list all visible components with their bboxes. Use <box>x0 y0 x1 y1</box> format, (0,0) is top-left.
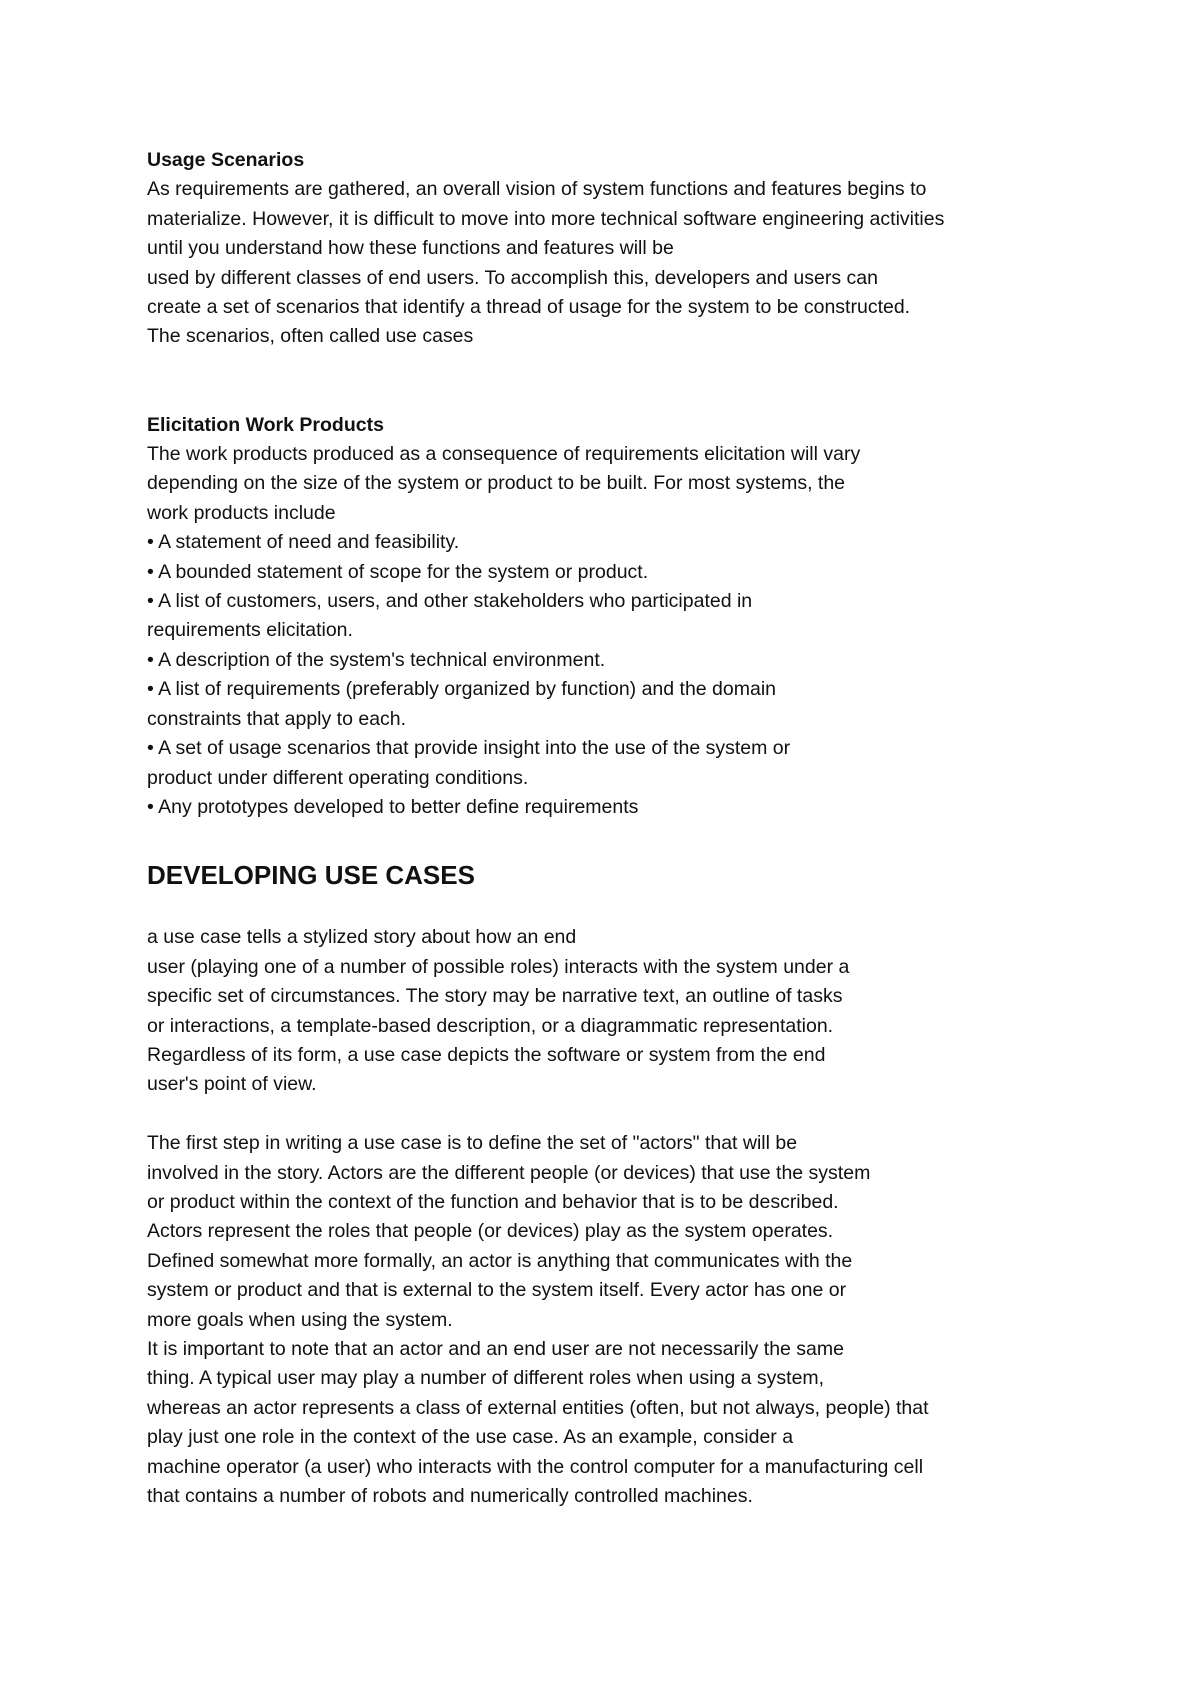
paragraph-line: Regardless of its form, a use case depicts the software or system from the end <box>147 1043 826 1066</box>
paragraph-line: user's point of view. <box>147 1073 317 1096</box>
paragraph-line: more goals when using the system. <box>147 1308 453 1331</box>
list-item-text: Any prototypes developed to better define requirements <box>158 795 639 818</box>
list-item <box>147 587 1097 646</box>
paragraph-line: As requirements are gathered, an overall vision of system functions and features begins to <box>147 178 927 201</box>
paragraph-line: materialize. However, it is difficult to move into more technical software engineering activities <box>147 207 945 230</box>
bullet-marker: • <box>147 531 154 554</box>
actors-paragraph <box>147 1129 1097 1511</box>
paragraph-line: The first step in writing a use case is to define the set of "actors" that will be <box>147 1132 798 1155</box>
list-item <box>147 646 1097 675</box>
bullet-marker: • <box>147 648 154 671</box>
bullet-marker: • <box>147 590 154 613</box>
list-item-continuation: constraints that apply to each. <box>147 707 407 730</box>
paragraph-line: work products include <box>147 501 336 524</box>
paragraph-line: It is important to note that an actor and an end user are not necessarily the same <box>147 1338 844 1360</box>
paragraph-line: Defined somewhat more formally, an actor is anything that communicates with the <box>147 1249 853 1272</box>
list-item-continuation: requirements elicitation. <box>147 619 353 642</box>
paragraph-line: user (playing one of a number of possible roles) interacts with the system under a <box>147 955 850 978</box>
list-item-text: A statement of need and feasibility. <box>158 531 460 554</box>
paragraph-line: or interactions, a template-based description, or a diagrammatic representation. <box>147 1014 834 1037</box>
paragraph-line: a use case tells a stylized story about how an end <box>147 926 577 949</box>
paragraph-line: specific set of circumstances. The story may be narrative text, an outline of tasks <box>147 985 843 1008</box>
paragraph-line: whereas an actor represents a class of external entities (often, but not always, people) that <box>147 1396 929 1419</box>
list-item-text: A bounded statement of scope for the system or product. <box>158 560 649 583</box>
list-item-continuation: product under different operating conditions. <box>147 766 529 789</box>
list-item-text: A list of requirements (preferably organized by function) and the domain <box>158 678 777 701</box>
paragraph-line: until you understand how these functions and features will be <box>147 237 674 260</box>
paragraph-line: depending on the size of the system or product to be built. For most systems, the <box>147 472 846 495</box>
paragraph-line: machine operator (a user) who interacts with the control computer for a manufacturing cell <box>147 1455 924 1478</box>
paragraph-line: The scenarios, often called use cases <box>147 325 474 348</box>
bullet-marker: • <box>147 737 154 760</box>
list-item <box>147 734 1097 793</box>
paragraph-line: used by different classes of end users. To accomplish this, developers and users can <box>147 266 878 289</box>
work-products-list <box>147 528 1097 822</box>
paragraph-line: involved in the story. Actors are the different people (or devices) that use the system <box>147 1161 871 1184</box>
paragraph-line: thing. A typical user may play a number of different roles when using a system, <box>147 1367 825 1390</box>
list-item-text: A description of the system's technical environment. <box>158 648 606 671</box>
use-case-definition-paragraph <box>147 923 1097 1099</box>
list-item <box>147 528 1097 557</box>
list-item <box>147 558 1097 587</box>
paragraph-line: create a set of scenarios that identify a thread of usage for the system to be constructed. <box>147 296 911 319</box>
usage-scenarios-paragraph <box>147 175 1097 351</box>
paragraph-line: that contains a number of robots and numerically controlled machines. <box>147 1485 753 1508</box>
paragraph-line: Actors represent the roles that people (or devices) play as the system operates. <box>147 1220 834 1243</box>
list-item-text: A set of usage scenarios that provide insight into the use of the system or <box>158 737 791 760</box>
section-title-developing-use-cases: DEVELOPING USE CASES <box>147 860 475 891</box>
section-heading-elicitation-work-products: Elicitation Work Products <box>147 413 384 436</box>
elicitation-intro-paragraph <box>147 440 1097 528</box>
bullet-marker: • <box>147 795 154 818</box>
document-body <box>147 146 1097 1511</box>
list-item-text: A list of customers, users, and other stakeholders who participated in <box>158 590 753 613</box>
paragraph-line: play just one role in the context of the use case. As an example, consider a <box>147 1426 794 1449</box>
paragraph-line: The work products produced as a consequence of requirements elicitation will vary <box>147 443 861 466</box>
bullet-marker: • <box>147 560 154 583</box>
list-item <box>147 675 1097 734</box>
paragraph-line: or product within the context of the function and behavior that is to be described. <box>147 1190 839 1213</box>
paragraph-line: system or product and that is external to the system itself. Every actor has one or <box>147 1279 847 1302</box>
list-item <box>147 793 1097 822</box>
bullet-marker: • <box>147 678 154 701</box>
section-heading-usage-scenarios: Usage Scenarios <box>147 149 305 171</box>
